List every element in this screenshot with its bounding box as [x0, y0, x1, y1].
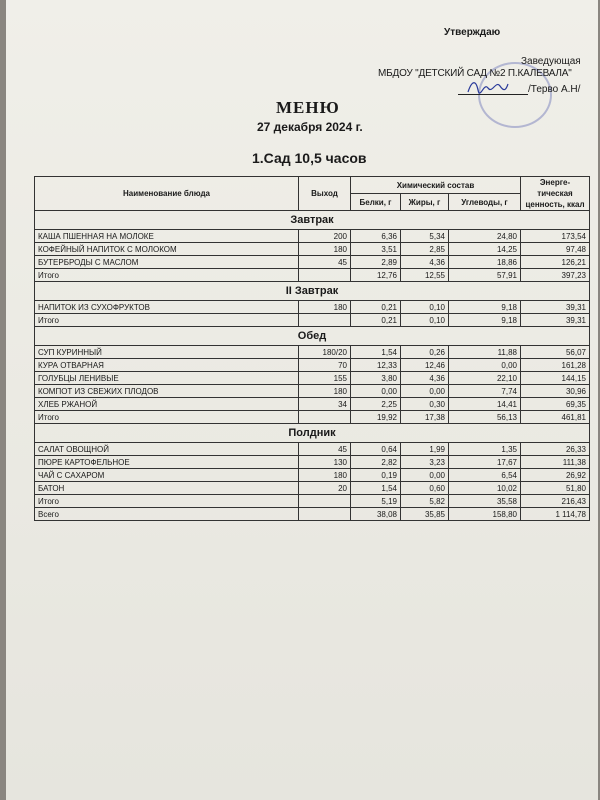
- carbs-cell: 0,00: [449, 359, 521, 372]
- energy-cell: 30,96: [521, 385, 590, 398]
- energy-cell: 1 114,78: [521, 508, 590, 521]
- section-title: Обед: [35, 327, 590, 346]
- carbs-cell: 56,13: [449, 411, 521, 424]
- signature-line: [458, 84, 580, 95]
- output-cell: 180: [299, 243, 351, 256]
- fat-cell: 0,00: [401, 469, 449, 482]
- fat-cell: 35,85: [401, 508, 449, 521]
- col-name-header: Наименование блюда: [35, 177, 299, 211]
- output-cell: 34: [299, 398, 351, 411]
- protein-cell: 0,19: [351, 469, 401, 482]
- carbs-cell: 57,91: [449, 269, 521, 282]
- dish-row: [35, 482, 590, 495]
- head-title: Заведующая: [521, 56, 581, 67]
- protein-cell: 6,36: [351, 230, 401, 243]
- approve-label: Утверждаю: [444, 27, 501, 38]
- carbs-cell: 14,41: [449, 398, 521, 411]
- protein-cell: 38,08: [351, 508, 401, 521]
- fat-cell: 0,26: [401, 346, 449, 359]
- energy-cell: 26,33: [521, 443, 590, 456]
- dish-name: ХЛЕБ РЖАНОЙ: [35, 398, 299, 411]
- dish-name: КУРА ОТВАРНАЯ: [35, 359, 299, 372]
- menu-date: 27 декабря 2024 г.: [257, 120, 363, 134]
- fat-cell: 5,82: [401, 495, 449, 508]
- protein-cell: 3,51: [351, 243, 401, 256]
- col-output-header: Выход: [299, 177, 351, 211]
- output-cell: 130: [299, 456, 351, 469]
- carbs-cell: 1,35: [449, 443, 521, 456]
- total-label: Итого: [35, 495, 299, 508]
- protein-cell: 19,92: [351, 411, 401, 424]
- page-title: МЕНЮ: [276, 98, 340, 117]
- energy-cell: 39,31: [521, 301, 590, 314]
- section-row: [35, 211, 590, 230]
- dish-row: [35, 456, 590, 469]
- dish-row: [35, 359, 590, 372]
- dish-name: ЧАЙ С САХАРОМ: [35, 469, 299, 482]
- dish-name: ПЮРЕ КАРТОФЕЛЬНОЕ: [35, 456, 299, 469]
- dish-row: [35, 443, 590, 456]
- dish-row: [35, 398, 590, 411]
- protein-cell: 1,54: [351, 346, 401, 359]
- dish-name: СУП КУРИННЫЙ: [35, 346, 299, 359]
- fat-cell: 17,38: [401, 411, 449, 424]
- col-chem-header: Химический состав: [351, 177, 521, 194]
- fat-cell: 0,00: [401, 385, 449, 398]
- total-label: Всего: [35, 508, 299, 521]
- output-cell: 45: [299, 443, 351, 456]
- protein-cell: 12,33: [351, 359, 401, 372]
- sign-underline: [458, 94, 528, 95]
- output-cell: 200: [299, 230, 351, 243]
- section-title: II Завтрак: [35, 282, 590, 301]
- fat-cell: 4,36: [401, 256, 449, 269]
- carbs-cell: 9,18: [449, 301, 521, 314]
- output-cell: 180: [299, 469, 351, 482]
- protein-cell: 0,64: [351, 443, 401, 456]
- output-cell: 20: [299, 482, 351, 495]
- signatory: /Терво А.Н/: [528, 84, 581, 95]
- carbs-cell: 6,54: [449, 469, 521, 482]
- total-row: [35, 314, 590, 327]
- fat-cell: 0,10: [401, 301, 449, 314]
- section-title: Завтрак: [35, 211, 590, 230]
- output-cell: 155: [299, 372, 351, 385]
- energy-cell: 144,15: [521, 372, 590, 385]
- section-title: Полдник: [35, 424, 590, 443]
- energy-cell: 51,80: [521, 482, 590, 495]
- energy-cell: 56,07: [521, 346, 590, 359]
- dish-row: [35, 243, 590, 256]
- col-protein-header: Белки, г: [351, 194, 401, 211]
- col-fat-header: Жиры, г: [401, 194, 449, 211]
- dish-name: ГОЛУБЦЫ ЛЕНИВЫЕ: [35, 372, 299, 385]
- carbs-cell: 35,58: [449, 495, 521, 508]
- dish-row: [35, 385, 590, 398]
- menu-body: [35, 211, 590, 521]
- energy-cell: 39,31: [521, 314, 590, 327]
- dish-row: [35, 469, 590, 482]
- dish-row: [35, 230, 590, 243]
- carbs-cell: 18,86: [449, 256, 521, 269]
- organization: МБДОУ "ДЕТСКИЙ САД №2 П.КАЛЕВАЛА": [378, 68, 572, 79]
- col-energy-header: Энерге-тическая ценность, ккал: [521, 177, 590, 211]
- energy-cell: 26,92: [521, 469, 590, 482]
- fat-cell: 2,85: [401, 243, 449, 256]
- group-name: 1.Сад 10,5 часов: [252, 150, 367, 166]
- output-cell: 180/20: [299, 346, 351, 359]
- total-label: Итого: [35, 314, 299, 327]
- dish-name: КАША ПШЕННАЯ НА МОЛОКЕ: [35, 230, 299, 243]
- fat-cell: 12,55: [401, 269, 449, 282]
- fat-cell: 12,46: [401, 359, 449, 372]
- section-row: [35, 327, 590, 346]
- fat-cell: 0,30: [401, 398, 449, 411]
- grand-total-row: [35, 508, 590, 521]
- fat-cell: 4,36: [401, 372, 449, 385]
- output-cell: 70: [299, 359, 351, 372]
- carbs-cell: 9,18: [449, 314, 521, 327]
- dish-name: КОФЕЙНЫЙ НАПИТОК С МОЛОКОМ: [35, 243, 299, 256]
- empty-cell: [299, 508, 351, 521]
- fat-cell: 1,99: [401, 443, 449, 456]
- carbs-cell: 158,80: [449, 508, 521, 521]
- energy-cell: 397,23: [521, 269, 590, 282]
- output-cell: 180: [299, 385, 351, 398]
- empty-cell: [299, 495, 351, 508]
- dish-row: [35, 301, 590, 314]
- protein-cell: 0,00: [351, 385, 401, 398]
- carbs-cell: 11,88: [449, 346, 521, 359]
- dish-name: КОМПОТ ИЗ СВЕЖИХ ПЛОДОВ: [35, 385, 299, 398]
- carbs-cell: 14,25: [449, 243, 521, 256]
- energy-cell: 69,35: [521, 398, 590, 411]
- carbs-cell: 17,67: [449, 456, 521, 469]
- output-cell: 45: [299, 256, 351, 269]
- dish-row: [35, 346, 590, 359]
- protein-cell: 3,80: [351, 372, 401, 385]
- dish-name: БАТОН: [35, 482, 299, 495]
- dish-name: БУТЕРБРОДЫ С МАСЛОМ: [35, 256, 299, 269]
- empty-cell: [299, 314, 351, 327]
- fat-cell: 0,10: [401, 314, 449, 327]
- dish-name: НАПИТОК ИЗ СУХОФРУКТОВ: [35, 301, 299, 314]
- total-row: [35, 269, 590, 282]
- empty-cell: [299, 411, 351, 424]
- col-carbs-header: Углеводы, г: [449, 194, 521, 211]
- menu-sheet: [6, 0, 598, 800]
- energy-cell: 97,48: [521, 243, 590, 256]
- energy-cell: 111,38: [521, 456, 590, 469]
- menu-table: [34, 176, 590, 521]
- carbs-cell: 10,02: [449, 482, 521, 495]
- total-label: Итого: [35, 411, 299, 424]
- dish-row: [35, 256, 590, 269]
- protein-cell: 2,89: [351, 256, 401, 269]
- protein-cell: 2,25: [351, 398, 401, 411]
- fat-cell: 5,34: [401, 230, 449, 243]
- protein-cell: 5,19: [351, 495, 401, 508]
- fat-cell: 3,23: [401, 456, 449, 469]
- total-row: [35, 495, 590, 508]
- section-row: [35, 282, 590, 301]
- carbs-cell: 24,80: [449, 230, 521, 243]
- output-cell: 180: [299, 301, 351, 314]
- fat-cell: 0,60: [401, 482, 449, 495]
- carbs-cell: 22,10: [449, 372, 521, 385]
- protein-cell: 1,54: [351, 482, 401, 495]
- protein-cell: 12,76: [351, 269, 401, 282]
- total-label: Итого: [35, 269, 299, 282]
- protein-cell: 2,82: [351, 456, 401, 469]
- protein-cell: 0,21: [351, 314, 401, 327]
- energy-cell: 173,54: [521, 230, 590, 243]
- energy-cell: 126,21: [521, 256, 590, 269]
- energy-cell: 461,81: [521, 411, 590, 424]
- energy-cell: 161,28: [521, 359, 590, 372]
- carbs-cell: 7,74: [449, 385, 521, 398]
- dish-name: САЛАТ ОВОЩНОЙ: [35, 443, 299, 456]
- energy-cell: 216,43: [521, 495, 590, 508]
- section-row: [35, 424, 590, 443]
- protein-cell: 0,21: [351, 301, 401, 314]
- total-row: [35, 411, 590, 424]
- dish-row: [35, 372, 590, 385]
- empty-cell: [299, 269, 351, 282]
